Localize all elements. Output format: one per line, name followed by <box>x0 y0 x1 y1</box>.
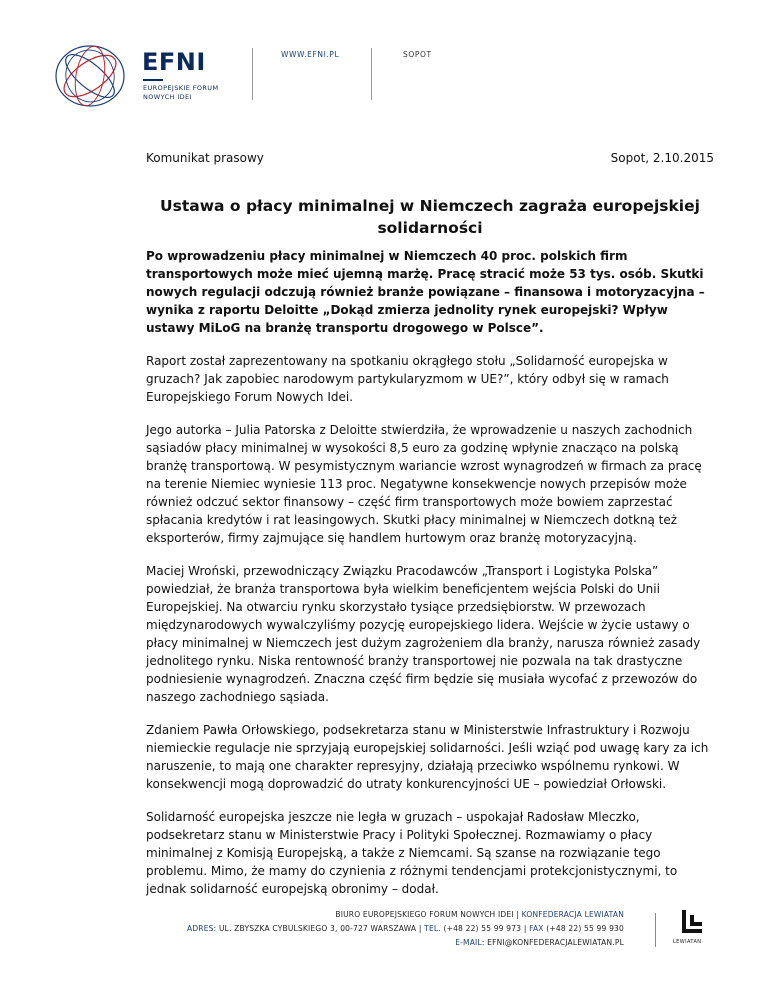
footer-separator: | <box>516 910 520 919</box>
logo-subtitle-line-1: EUROPEJSKIE FORUM <box>143 84 219 92</box>
footer-office: BIURO EUROPEJSKIEGO FORUM NOWYCH IDEI <box>335 910 514 919</box>
page-footer <box>0 905 768 975</box>
tel-label: TEL. <box>424 924 441 933</box>
footer-contact-line <box>187 924 624 933</box>
tel-value: (+48 22) 55 99 973 <box>443 924 522 933</box>
footer-email-line <box>455 938 624 947</box>
address-label: ADRES: <box>187 924 217 933</box>
body-paragraph: Zdaniem Pawła Orłowskiego, podsekretarza stanu w Ministerstwie Infrastruktury i Rozwoju niemieckie regulacje nie sprzyjają europejskiej solidarności. Jeśli wziąć pod uwagę kary za ich naruszenie, to mają one charakter represyjny, działają przeciwko wspólnemu rynkowi. W konsekwencji mogą doprowadzić do utraty konkurencyjności UE – powiedział Orłowski. <box>146 723 709 791</box>
body-paragraph: Maciej Wroński, przewodniczący Związku Pracodawców „Transport i Logistyka Polska” powiedział, że branża transportowa była wielkim beneficjentem wejścia Polski do Unii Europejskiej. Na otwarciu rynku skorzystało tysiące przedsiębiorstw. W przewozach międzynarodowych wywalczyliśmy pozycję europejskiego lidera. Wejście w życie ustawy o płacy minimalnej w Niemczech jest dużym zagrożeniem dla branży, narusza również zasady jednolitego rynku. Niska rentowność branży transportowej nie pozwala na tak drastyczne podniesienie wynagrodzeń. Znaczna część firm będzie się musiała wycofać z przewozów do naszego zachodniego sąsiada. <box>146 564 701 704</box>
lewiatan-wordmark: LEWIATAN <box>673 939 702 945</box>
lead-paragraph: Po wprowadzeniu płacy minimalnej w Niemczech 40 proc. polskich firm transportowych może mieć ujemną marżę. Pracę stracić może 53 tys. osób. Skutki nowych regulacji odczują również branże powiązane – finansowa i motoryzacyjna – wynika z raportu Deloitte „Dokąd zmierza jednolity rynek europejski? Wpływ ustawy MiLoG na branżę transportu drogowego w Polsce”. <box>146 249 705 335</box>
press-release-body <box>146 247 720 913</box>
footer-divider <box>655 913 656 947</box>
page-header <box>0 0 768 120</box>
press-release-title: Ustawa o płacy minimalnej w Niemczech zagraża europejskiej solidarności <box>160 197 700 237</box>
body-paragraph: Raport został zaprezentowany na spotkaniu okrągłego stołu „Solidarność europejska w gruzach? Jak zapobiec narodowym partykularyzmom w UE?”, który odbył się w ramach Europejskiego Forum Nowych Idei. <box>146 354 669 404</box>
header-city: SOPOT <box>403 50 432 59</box>
logo-name: EFNI <box>142 48 206 76</box>
fax-label: FAX <box>529 924 544 933</box>
efni-globe-logo-icon <box>50 40 130 112</box>
body-paragraph: Jego autorka – Julia Patorska z Deloitte stwierdziła, że wprowadzenie u naszych zachodnich sąsiadów płacy minimalnej w wysokości 8,5 euro za godzinę wpłynie znacząco na polską branżę transportową. W pesymistycznym wariancie wzrost wynagrodzeń w firmach za pracę na terenie Niemiec wyniesie 113 proc. Negatywne konsekwencje nowych przepisów może również odczuć sektor finansowy – część firm transportowych może bowiem zaprzestać spłacania kredytów i rat leasingowych. Skutki płacy minimalnej w Niemczech dotkną też eksporterów, firmy zajmujące się handlem hurtowym oraz branżę motoryzacyjną. <box>146 423 702 545</box>
address-value: UL. ZBYSZKA CYBULSKIEGO 3, 00-727 WARSZAWA <box>218 924 417 933</box>
header-divider <box>371 48 372 100</box>
document-date: Sopot, 2.10.2015 <box>610 151 714 165</box>
logo-rule <box>143 79 163 81</box>
footer-separator: | <box>418 924 422 933</box>
email-link[interactable]: EFNI@KONFEDERACJALEWIATAN.PL <box>487 938 624 947</box>
header-divider <box>252 48 253 100</box>
email-label: E-MAIL: <box>455 938 485 947</box>
website-link[interactable]: WWW.EFNI.PL <box>281 50 340 59</box>
footer-separator: | <box>523 924 527 933</box>
logo-subtitle <box>143 84 218 102</box>
footer-confederation: KONFEDERACJA LEWIATAN <box>521 910 624 919</box>
logo-subtitle-line-2: NOWYCH IDEI <box>143 93 192 101</box>
document-type: Komunikat prasowy <box>146 151 264 165</box>
fax-value: (+48 22) 55 99 930 <box>546 924 624 933</box>
body-paragraph: Solidarność europejska jeszcze nie legła w gruzach – uspokajał Radosław Mleczko, podsekretarz stanu w Ministerstwie Pracy i Polityki Społecznej. Rozmawiamy o płacy minimalnej z Komisją Europejską, a także z Niemcami. Są szanse na rozwiązanie tego problemu. Mimo, że mamy do czynienia z różnymi tendencjami protekcjonistycznymi, to jednak solidarność europejską obronimy – dodał. <box>146 810 678 896</box>
footer-office-line <box>335 910 624 919</box>
lewiatan-logo-icon <box>678 909 706 935</box>
